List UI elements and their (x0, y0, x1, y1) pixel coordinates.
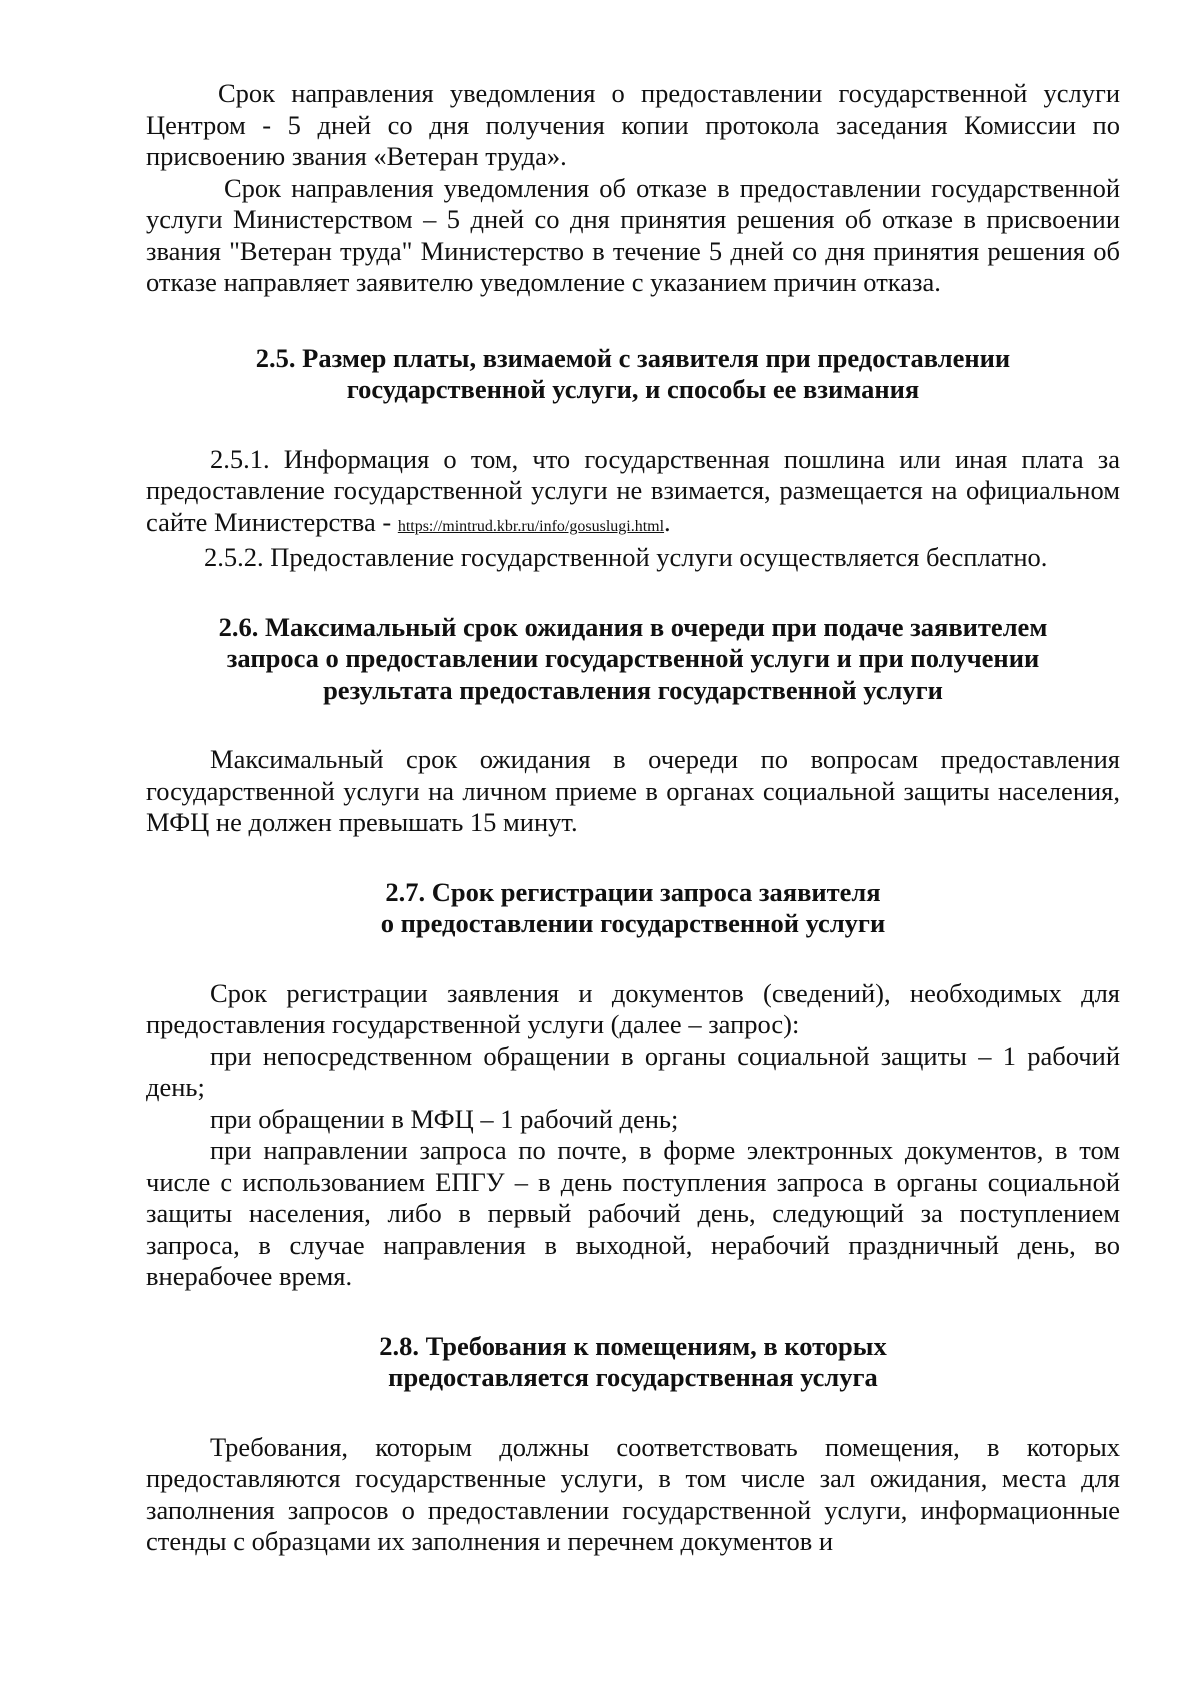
section-2-7-heading (146, 877, 1120, 940)
document-page (146, 78, 1120, 1558)
section-heading-line: предоставляется государственная услуга (388, 1362, 878, 1392)
paragraph-refusal-term: Срок направления уведомления об отказе в предоставлении государственной услуги Министерством – 5 дней со дня принятия решения об отказе в присвоении звания "Ветеран труда" Министерство в течение 5 дней со дня принятия решения об отказе направляет заявителю уведомление с указанием причин отказа. (146, 172, 1120, 297)
paragraph-registration-term: Срок регистрации заявления и документов (сведений), необходимых для предоставления государственной услуги (далее – запрос): (146, 977, 1120, 1039)
paragraph-2-5-1-text: 2.5.1. Информация о том, что государственная пошлина или иная плата за предоставление государственной услуги не взимается, размещается на официальном сайте Министерства - (146, 443, 1120, 537)
paragraph-mfc-appeal: при обращении в МФЦ – 1 рабочий день; (210, 1103, 679, 1134)
section-2-8-heading (146, 1331, 1120, 1394)
section-heading-line: 2.7. Срок регистрации запроса заявителя (385, 876, 881, 907)
section-heading-line: государственной услуги, и способы ее взимания (346, 374, 920, 404)
section-heading-line: 2.5. Размер платы, взимаемой с заявителя при предоставлении (255, 342, 1011, 373)
paragraph-2-5-1-end: . (664, 506, 671, 537)
section-heading-line: запроса о предоставлении государственной услуги и при получении (226, 643, 1040, 673)
paragraph-2-5-1 (146, 444, 1120, 543)
ministry-website-link[interactable]: https://mintrud.kbr.ru/info/gosuslugi.html (397, 517, 665, 535)
section-heading-line: 2.6. Максимальный срок ожидания в очереди при подаче заявителем (218, 611, 1048, 642)
paragraph-queue-time: Максимальный срок ожидания в очереди по вопросам предоставления государственной услуги на личном приеме в органах социальной защиты населения, МФЦ не должен превышать 15 минут. (146, 744, 1120, 837)
paragraph-direct-appeal: при непосредственном обращении в органы социальной защиты – 1 рабочий день; (146, 1040, 1120, 1102)
section-heading-line: результата предоставления государственной услуги (323, 674, 943, 705)
paragraph-premises-requirements: Требования, которым должны соответствовать помещения, в которых предоставляются государственные услуги, в том числе зал ожидания, места для заполнения запросов о предоставлении государственной услуги, информационные стенды с образцами их заполнения и перечнем документов и (146, 1431, 1120, 1556)
section-heading-line: 2.8. Требования к помещениям, в которых (379, 1330, 887, 1361)
section-heading-line: о предоставлении государственной услуги (380, 908, 886, 938)
paragraph-2-5-2: 2.5.2. Предоставление государственной услуги осуществляется бесплатно. (204, 542, 1048, 572)
section-2-6-heading (146, 612, 1120, 707)
paragraph-notification-term: Срок направления уведомления о предоставлении государственной услуги Центром - 5 дней со дня получения копии протокола заседания Комиссии по присвоению звания «Ветеран труда». (146, 78, 1120, 171)
paragraph-mail-appeal: при направлении запроса по почте, в форме электронных документов, в том числе с использованием ЕПГУ – в день поступления запроса в органы социальной защиты населения, либо в первый рабочий день, следующий за поступлением запроса, в случае направления в выходной, нерабочий праздничный день, во внерабочее время. (146, 1135, 1120, 1291)
section-2-5-heading (146, 343, 1120, 406)
